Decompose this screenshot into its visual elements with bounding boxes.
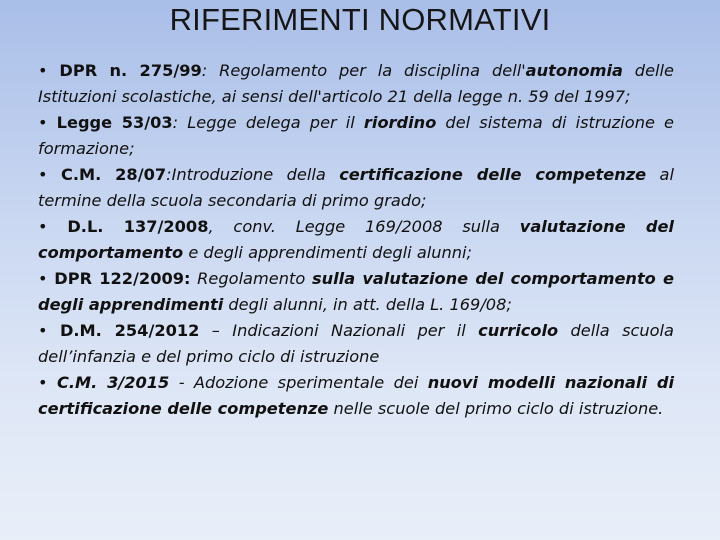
bullet: • (38, 321, 60, 340)
reference-item-dpr-275-99 (38, 58, 674, 109)
reference-text: Regolamento (190, 269, 312, 288)
reference-item-dpr-122-2009 (38, 266, 674, 317)
reference-highlight: certificazione delle competenze (339, 165, 647, 184)
reference-highlight: riordino (363, 113, 437, 132)
reference-item-cm-3-2015 (38, 370, 674, 421)
slide-title: RIFERIMENTI NORMATIVI (169, 2, 551, 37)
reference-text: :Introduzione della (166, 165, 340, 184)
reference-text: : Legge delega per il (172, 113, 364, 132)
reference-text: - Adozione sperimentale dei (169, 373, 428, 392)
reference-code: D.L. 137/2008 (67, 217, 209, 236)
reference-text: del sistema di istruzione e formazione; (38, 113, 674, 158)
bullet: • (38, 217, 68, 236)
reference-highlight: curricolo (478, 321, 559, 340)
reference-code: D.M. 254/2012 (59, 321, 200, 340)
reference-highlight: valutazione del comportamento (38, 217, 674, 262)
reference-text: delle Istituzioni scolastiche, ai sensi dell'articolo 21 della legge n. 59 del 1997; (38, 61, 674, 106)
reference-code: Legge 53/03 (56, 113, 173, 132)
reference-item-dm-254-2012 (38, 318, 674, 369)
reference-text: Regolamento per la disciplina dell' (207, 61, 526, 80)
reference-highlight: nuovi modelli nazionali di certificazione delle competenze (38, 373, 674, 418)
bullet: • (38, 61, 60, 80)
reference-item-cm-28-07 (38, 162, 674, 213)
reference-item-dl-137-2008 (38, 214, 674, 265)
reference-text: , conv. Legge 169/2008 sulla (208, 217, 520, 236)
reference-highlight: sulla valutazione del comportamento e degli apprendimenti (38, 269, 674, 314)
reference-text: nelle scuole del primo ciclo di istruzione. (328, 398, 664, 418)
reference-item-legge-53-03 (38, 110, 674, 161)
reference-separator: : (201, 61, 208, 80)
reference-code: C.M. 28/07 (60, 165, 167, 184)
reference-text: al termine della scuola secondaria di primo grado; (38, 165, 674, 210)
bullet: • (38, 113, 57, 132)
bullet: • (38, 269, 55, 288)
reference-text: – Indicazioni Nazionali per il (199, 321, 479, 340)
reference-text: della scuola dell’infanzia e del primo ciclo di istruzione (38, 321, 674, 366)
references-list (38, 58, 674, 421)
bullet: • (38, 165, 61, 184)
reference-code: DPR 122/2009: (54, 269, 191, 288)
reference-code: C.M. 3/2015 (56, 373, 170, 392)
reference-text: degli alunni, in att. della L. 169/08; (223, 294, 512, 314)
reference-code: DPR n. 275/99 (59, 61, 202, 80)
reference-highlight: autonomia (525, 61, 623, 80)
bullet: • (38, 373, 57, 392)
reference-text: e degli apprendimenti degli alunni; (183, 242, 472, 262)
